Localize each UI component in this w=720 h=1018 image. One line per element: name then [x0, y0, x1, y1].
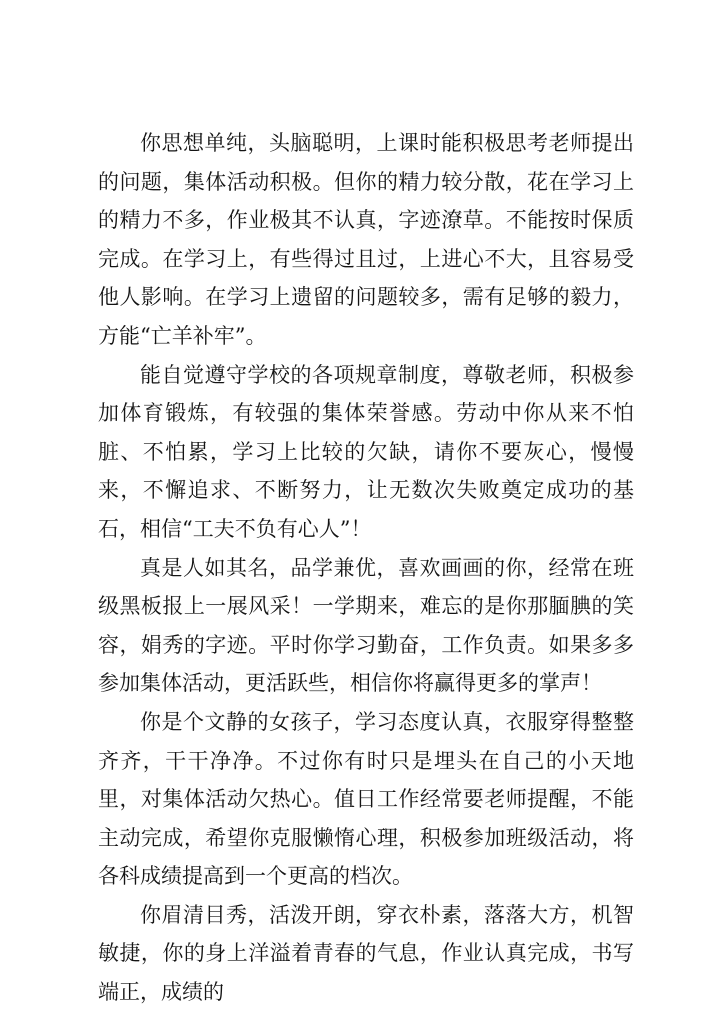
document-page [98, 124, 634, 1012]
paragraph-2: 能自觉遵守学校的各项规章制度，尊敬老师，积极参加体育锻炼，有较强的集体荣誉感。劳动中你从来不怕脏、不怕累，学习上比较的欠缺，请你不要灰心，慢慢来，不懈追求、不断努力，让无数次失败奠定成功的基石，相信“工夫不负有心人”！ [98, 362, 634, 541]
paragraph-3: 真是人如其名，品学兼优，喜欢画画的你，经常在班级黑板报上一展风采！一学期来，难忘的是你那腼腆的笑容，娟秀的字迹。平时你学习勤奋，工作负责。如果多多参加集体活动，更活跃些，相信你将赢得更多的掌声！ [98, 555, 634, 696]
paragraph-1: 你思想单纯，头脑聪明，上课时能积极思考老师提出的问题，集体活动积极。但你的精力较分散，花在学习上的精力不多，作业极其不认真，字迹潦草。不能按时保质完成。在学习上，有些得过且过，上进心不大，且容易受他人影响。在学习上遗留的问题较多，需有足够的毅力，方能“亡羊补牢”。 [98, 131, 634, 348]
paragraph-5: 你眉清目秀，活泼开朗，穿衣朴素，落落大方，机智敏捷，你的身上洋溢着青春的气息，作业认真完成，书写端正，成绩的 [98, 902, 634, 1005]
paragraph-4: 你是个文静的女孩子，学习态度认真，衣服穿得整整齐齐，干干净净。不过你有时只是埋头在自己的小天地里，对集体活动欠热心。值日工作经常要老师提醒，不能主动完成，希望你克服懒惰心理，积极参加班级活动，将各科成绩提高到一个更高的档次。 [98, 709, 634, 889]
